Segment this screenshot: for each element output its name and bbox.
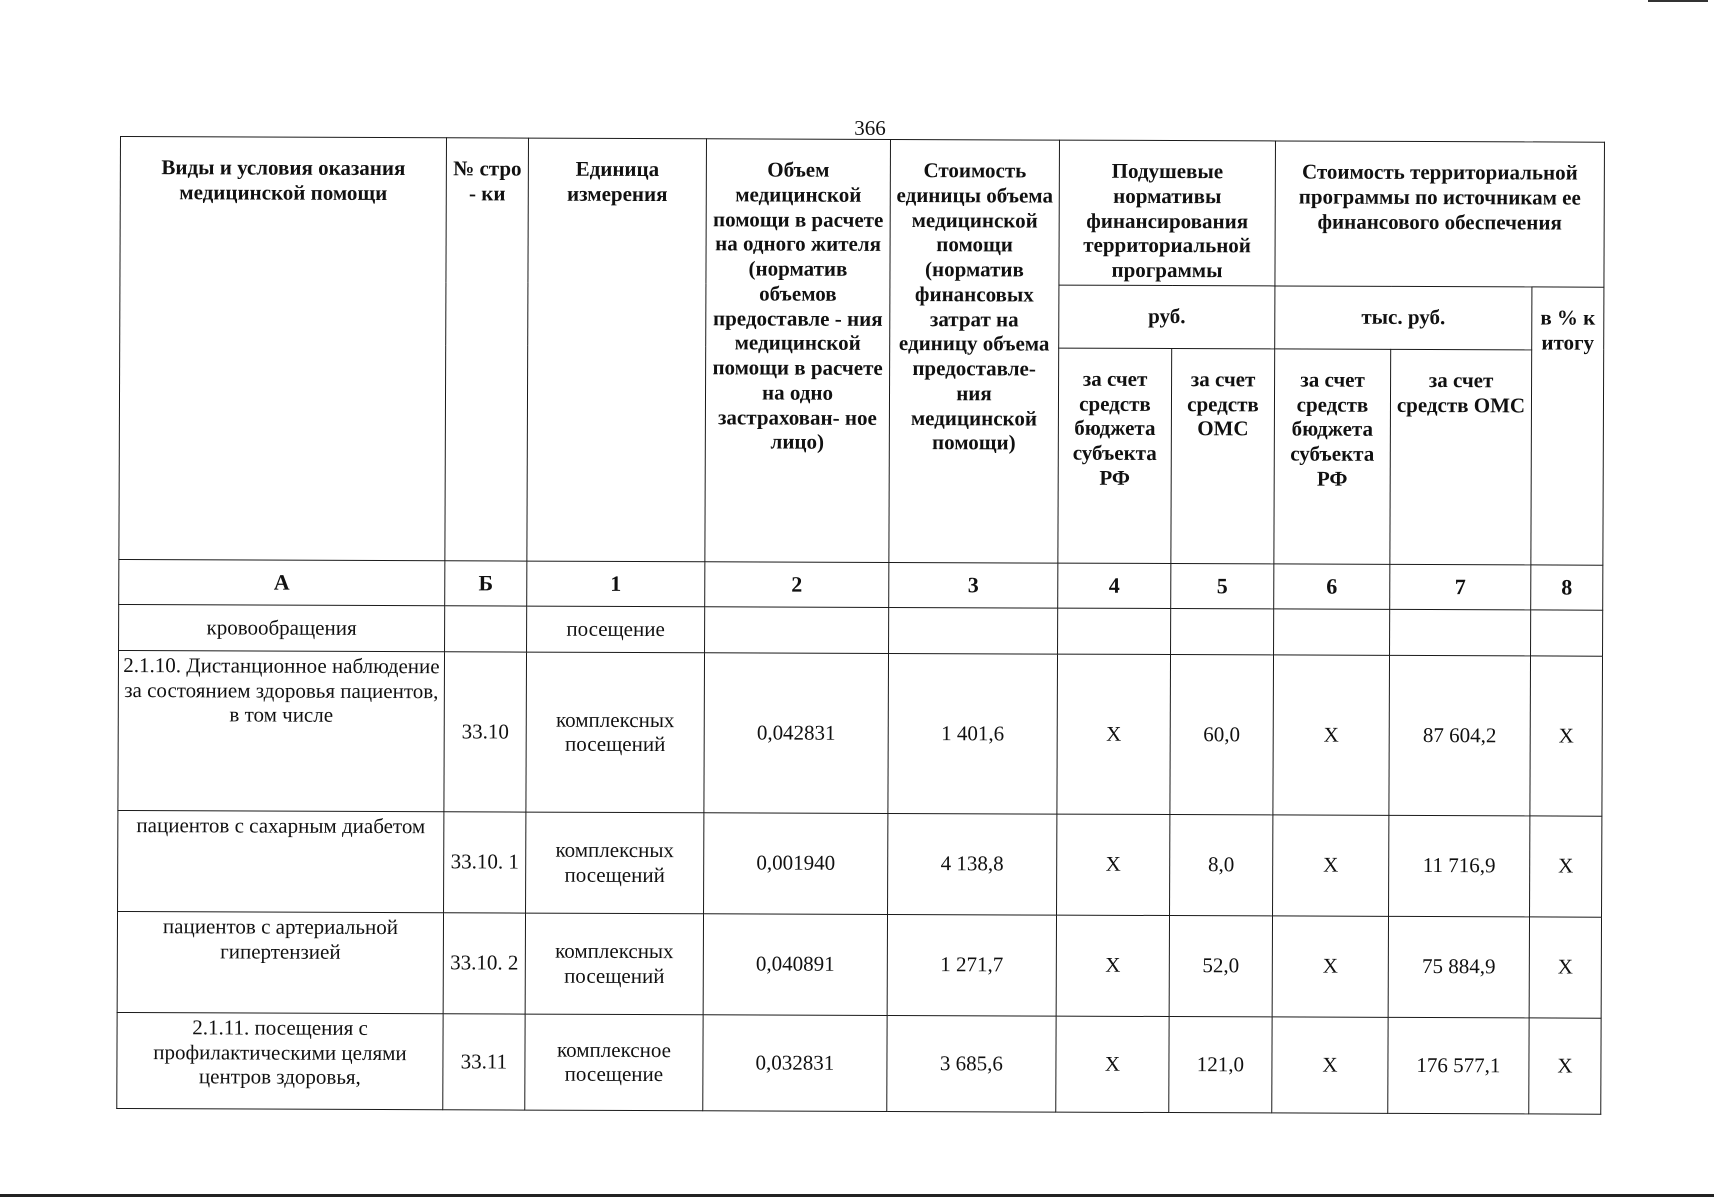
row-budget-thousand: Х [1273, 655, 1390, 815]
row-unit-cost: 1 401,6 [888, 653, 1058, 814]
row-line: 33.10. 1 [444, 812, 526, 913]
row-line: 33.10 [444, 652, 527, 812]
header-unit-cost: Стоимость единицы объема медицинской помощи (норматив финансовых затрат на единицу объема предоставле- ния медицинской помощи) [889, 139, 1060, 562]
row-budget-thousand: Х [1272, 916, 1388, 1017]
row-percent: Х [1530, 656, 1603, 816]
header-unit: Единица измерения [527, 138, 707, 562]
row-unit-cost: 3 685,6 [887, 1015, 1056, 1112]
index-cell: 7 [1390, 564, 1531, 610]
row-oms-rub: 121,0 [1169, 1016, 1272, 1112]
program-cost-table [116, 136, 1605, 1115]
header-program-cost-group: Стоимость территориальной программы по источникам ее финансового обеспечения [1275, 141, 1605, 287]
header-volume: Объем медицинской помощи в расчете на одного жителя (норматив объемов предоставле - ния медицинской помощи в расчете на одно застрахован- ное лицо) [705, 139, 891, 563]
row-oms-rub: 8,0 [1170, 814, 1273, 915]
row-line: 33.10. 2 [443, 913, 525, 1014]
row-unit: комплексное посещение [525, 1014, 703, 1111]
column-index-row [119, 559, 1603, 610]
row-oms-rub: 52,0 [1169, 915, 1272, 1016]
row-percent: Х [1529, 917, 1601, 1018]
header-unit-thousand-rub: тыс. руб. [1275, 286, 1532, 350]
row-oms-thousand: 75 884,9 [1388, 916, 1529, 1018]
header-budget-rub: за счет средств бюджета субъекта РФ [1058, 348, 1172, 563]
row-unit-cost: 4 138,8 [888, 813, 1057, 915]
row-oms-thousand: 11 716,9 [1389, 815, 1530, 917]
header-oms-thousand: за счет средств ОМС [1390, 349, 1532, 565]
row-name: кровообращения [119, 604, 445, 651]
row-unit: комплексных посещений [525, 913, 703, 1015]
row-volume: 0,042831 [704, 653, 889, 814]
header-per-capita-group: Подушевые нормативы финансирования территориальной программы [1059, 140, 1276, 286]
header-row-1 [120, 137, 1605, 288]
row-budget-rub: Х [1056, 1016, 1169, 1112]
header-budget-thousand: за счет средств бюджета субъекта РФ [1274, 349, 1391, 564]
header-service-type: Виды и условия оказания медицинской помощи [119, 137, 447, 561]
index-cell: 8 [1531, 565, 1603, 610]
row-budget-rub: Х [1056, 915, 1169, 1016]
row-volume [705, 607, 889, 654]
row-oms-thousand: 176 577,1 [1388, 1017, 1529, 1114]
index-cell: А [119, 559, 445, 605]
index-cell: 4 [1058, 563, 1171, 608]
table-row [118, 650, 1603, 816]
row-budget-rub: Х [1057, 814, 1170, 915]
row-name: 2.1.10. Дистанционное наблюдение за состоянием здоровья пациентов, в том числе [118, 650, 445, 811]
row-unit-cost [889, 607, 1058, 654]
row-unit: посещение [527, 606, 705, 653]
index-cell: 6 [1274, 564, 1390, 609]
table-row [118, 810, 1602, 917]
row-line: 33.11 [443, 1014, 525, 1110]
row-budget-rub: Х [1057, 654, 1171, 814]
row-volume: 0,001940 [704, 813, 888, 915]
table-row [119, 604, 1603, 656]
row-oms-rub [1171, 608, 1274, 654]
index-cell: Б [445, 561, 527, 606]
row-budget-rub [1058, 608, 1171, 654]
row-unit: комплексных посещений [526, 652, 705, 813]
header-unit-rub: руб. [1059, 285, 1275, 349]
row-volume: 0,032831 [703, 1015, 887, 1112]
scan-bottom-edge [0, 1194, 1714, 1197]
row-name: пациентов с артериальной гипертензией [117, 911, 443, 1013]
header-oms-rub: за счет средств ОМС [1171, 348, 1275, 563]
row-budget-thousand [1274, 609, 1390, 655]
row-name: 2.1.11. посещения с профилактическими целями центров здоровья, [117, 1012, 443, 1109]
index-cell: 1 [527, 561, 705, 607]
index-cell: 3 [889, 562, 1058, 608]
row-percent [1531, 610, 1603, 656]
row-budget-thousand: Х [1273, 815, 1389, 916]
row-name: пациентов с сахарным диабетом [118, 810, 444, 912]
row-percent: Х [1529, 1018, 1601, 1114]
index-cell: 2 [705, 562, 889, 608]
row-oms-rub: 60,0 [1170, 654, 1274, 814]
scan-corner-mark [1648, 0, 1708, 2]
row-line [445, 606, 527, 652]
page-number: 366 [854, 116, 886, 140]
row-oms-thousand: 87 604,2 [1389, 655, 1531, 816]
index-cell: 5 [1171, 563, 1274, 608]
row-percent: Х [1530, 816, 1602, 917]
row-budget-thousand: Х [1272, 1017, 1388, 1113]
row-volume: 0,040891 [703, 914, 887, 1016]
header-line-number: № стро - ки [445, 138, 529, 561]
table-row [117, 1012, 1601, 1114]
table-row [117, 911, 1601, 1018]
row-oms-thousand [1390, 609, 1531, 656]
header-percent-total: в % к итогу [1531, 287, 1604, 565]
row-unit-cost: 1 271,7 [887, 914, 1056, 1016]
row-unit: комплексных посещений [526, 812, 704, 914]
